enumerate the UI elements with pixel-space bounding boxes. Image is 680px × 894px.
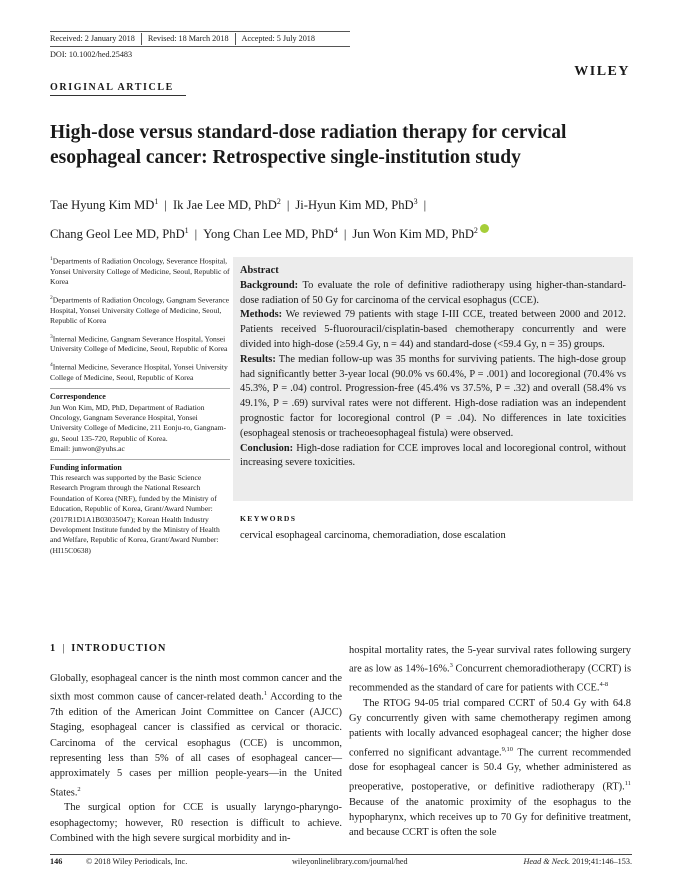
citation[interactable]: 4-8 [599,681,609,689]
accepted-date: Accepted: 5 July 2018 [241,34,315,43]
article-dates [50,31,350,47]
doi[interactable]: DOI: 10.1002/hed.25483 [50,50,133,59]
funding-text: This research was supported by the Basic Science Research Program through the National Research Foundation of Korea (NRF), funded by the Ministry of Education, Republic of Korea, Grant/Award Number: (2017R1D1A1B03035047); Korean Health Industry Development Institute funded by the Ministry of Health and Welfare, Republic of Korea, Grant/Award Number: (HI15C0638) [50,473,220,555]
correspondence-text: Jun Won Kim, MD, PhD, Department of Radiation Oncology, Gangnam Severance Hospital, Yonsei University College of Medicine, 211 Eonju-ro, Gangnam-gu, Seoul 135-720, Republic of Korea. Email: junwon@yuhs.ac [50,403,230,455]
journal-url[interactable]: wileyonlinelibrary.com/journal/hed [292,857,408,866]
author[interactable]: Ik Jae Lee MD, PhD$^2$ [172,197,281,213]
author-line [50,189,650,218]
author[interactable]: Yong Chan Lee MD, PhD$^4$ [203,226,338,242]
abstract-results: Results: The median follow-up was 35 months for surviving patients. The high-dose group had significantly better 3-year local (90.0% vs 60.4%, P = .001) and locoregional (70.4% vs 45.3%, P = .04) control. Progression-free (45.4% vs 37.5%, P = .32) and overall (58.4% vs 49.1%, P = .69) survival rates were not different. High-dose radiation was an independent prognostic factor for locoregional control (P = .04). No differences in late toxicities (esophageal stenosis or tracheoesophageal fistula) were observed. [240,353,626,439]
copyright: © 2018 Wiley Periodicals, Inc. [86,857,188,866]
page-number: 146 [50,857,63,866]
article-type: ORIGINAL ARTICLE [50,82,186,96]
publisher-logo: WILEY [574,64,630,79]
affiliation: $^2$Departments of Radiation Oncology, Gangnam Severance Hospital, Yonsei University College of Medicine, Seoul, Republic of Korea [50,294,229,326]
citation[interactable]: 1 [263,690,268,698]
affiliation: $^3$Internal Medicine, Gangnam Severance Hospital, Yonsei University College of Medicine, Seoul, Republic of Korea [50,333,228,354]
abstract-methods: Methods: We reviewed 79 patients with stage I-III CCE, treated between 2000 and 2012. Patients received 5-fluorouracil/cisplatin-based chemotherapy concurrently and were divided into high-dose (≥59.4 Gy, n = 44) and standard-dose (<59.4 Gy, n = 35) groups. [240,309,626,350]
author-separator: | [286,198,290,213]
author[interactable]: Tae Hyung Kim $MD^1$ [50,197,159,213]
author-separator: | [194,227,198,242]
journal-citation: Head & Neck. 2019;41:146–153. [523,857,632,866]
author-line [50,218,650,247]
page-footer [50,854,632,866]
title-line: High-dose versus standard-dose radiation therapy for cervical [50,122,567,143]
affiliation: $^4$Internal Medicine, Severance Hospital, Yonsei University College of Medicine, Seoul, Republic of Korea [50,361,228,382]
text-column-right [349,643,631,840]
citation[interactable]: 3 [449,662,453,670]
author[interactable]: Jun Won Kim MD, PhD$^2$ [352,226,478,242]
keywords-list: cervical esophageal carcinoma, chemoradiation, dose escalation [240,530,506,541]
author-separator: | [343,227,347,242]
affiliation: $^1$Departments of Radiation Oncology, Severance Hospital, Yonsei University College of Medicine, Seoul, Republic of Korea [50,256,230,287]
author-separator: | [423,198,427,213]
article-title [50,120,650,170]
author-list [50,189,650,247]
abstract-background: Background: To evaluate the role of definitive radiotherapy using higher-than-standard-dose radiation of 50 Gy for carcinoma of the cervical esophagus (CCE). [240,279,626,306]
citation[interactable]: 11 [624,779,631,787]
author-separator: | [164,198,167,213]
citation[interactable]: 2 [77,785,81,793]
abstract-box [233,257,633,501]
orcid-icon[interactable] [480,224,489,233]
paragraph: Globally, esophageal cancer is the ninth most common cancer and the sixth most common cause of cancer-related death.$^1$ According to the 7th edition of the American Joint Committee on Cancer (AJCC) Staging, esophageal cancer is classified as cervical or thoracic. Carcinoma of the cervical esophagus (CCE) is uncommon, representing less than 5% of all cases of esophageal cancer—approximately 5 cases per million people-years—in the United States.$^2$ [50,673,343,799]
text-column-left [50,671,342,846]
affiliation-sidebar [50,254,230,560]
abstract-heading: Abstract [240,265,279,276]
received-date: Received: 2 January 2018 [50,34,135,43]
keywords-heading: KEYWORDS [240,514,297,523]
paragraph: The RTOG 94-05 trial compared CCRT of 50.4 Gy with 64.8 Gy concurrently given with same chemotherapy regimen among patients with locally advanced esophageal cancer; the higher dose conferred no significant advantage.$^{9,10}$ The current recommended dose for esophageal cancer is 50.4 Gy, whether administered as preoperative, postoperative, or definitive radiotherapy (RT).$^{11}$ Because of the anatomic proximity of the esophagus to the hypopharynx, which receives up to 70 Gy for definitive treatment, and because CCRT is often the sole [349,697,631,839]
correspondence-email[interactable]: Email: junwon@yuhs.ac [50,444,125,454]
correspondence-heading: Correspondence [50,388,230,402]
paragraph: hospital mortality rates, the 5-year survival rates following surgery are as low as 14%-16%.$^3$ Concurrent chemoradiotherapy (CCRT) is recommended as the standard of care for patients with CCE.$^{4-8}$ [349,645,632,694]
funding-heading: Funding information [50,459,230,473]
abstract-conclusion: Conclusion: High-dose radiation for CCE improves local and locoregional control, without increasing severe toxicities. [240,442,626,469]
section-heading-introduction: 1 | INTRODUCTION [50,643,167,654]
author[interactable]: Ji-Hyun Kim MD, PhD$^3$ [295,197,418,213]
author[interactable]: Chang Geol Lee MD, PhD$^1$ [50,226,189,242]
revised-date: Revised: 18 March 2018 [147,34,229,43]
title-line: esophageal cancer: Retrospective single-institution study [50,147,521,168]
citation[interactable]: 9,10 [501,745,513,753]
paragraph: The surgical option for CCE is usually laryngo-pharyngo-esophagectomy; however, R0 resection is difficult to achieve. Combined with the high severe surgical morbidity and in- [50,802,342,844]
